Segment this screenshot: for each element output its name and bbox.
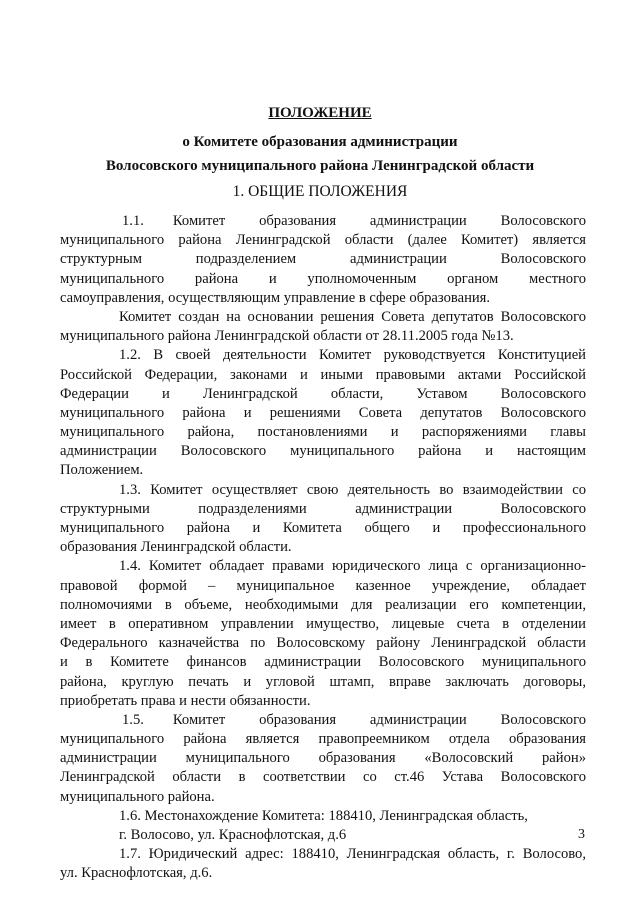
page-number: 3	[578, 827, 585, 842]
body-line: и в Комитете финансов администрации Волосовского муниципального	[60, 654, 586, 671]
body-line: 1.2. В своей деятельности Комитет руководствуется Конституцией	[119, 347, 586, 364]
body-line: структурными подразделениями администрации Волосовского	[60, 500, 586, 517]
document-title: ПОЛОЖЕНИЕ	[268, 105, 372, 121]
document-subtitle-line-1: о Комитете образования администрации	[182, 134, 458, 150]
body-line: Комитет создан на основании решения Совета депутатов Волосовского	[119, 308, 586, 325]
body-line: ул. Краснофлотская, д.6.	[60, 865, 213, 882]
body-line: муниципального района.	[60, 788, 215, 805]
body-line: 1.6. Местонахождение Комитета: 188410, Ленинградская область,	[119, 807, 528, 824]
body-line: 1.4. Комитет обладает правами юридического лица с организационно-	[119, 558, 586, 575]
body-line: г. Волосово, ул. Краснофлотская, д.6	[119, 827, 347, 843]
body-line: 1.1. Комитет образования администрации Волосовского	[122, 213, 586, 229]
body-line: муниципального района Ленинградской области от 28.11.2005 года №13.	[60, 328, 514, 345]
body-line: администрации Волосовского муниципального района и настоящим	[60, 443, 586, 460]
section-heading: 1. ОБЩИЕ ПОЛОЖЕНИЯ	[232, 183, 408, 200]
body-line: муниципального района Ленинградской области (далее Комитет) является	[60, 232, 586, 249]
body-line: имеет в оперативном управлении имущество, лицевые счета в отделении	[60, 615, 586, 632]
body-line: Российской Федерации, законами и иными правовыми актами Российской	[60, 366, 586, 383]
body-line: образования Ленинградской области.	[60, 539, 292, 556]
body-line: полномочиями в объеме, необходимыми для реализации его компетенции,	[60, 596, 586, 613]
body-line: Федерации и Ленинградской области, Уставом Волосовского	[60, 385, 586, 402]
body-line: муниципального района является правопреемником отдела образования	[60, 731, 586, 748]
body-line: правовой формой – муниципальное казенное учреждение, обладает	[60, 577, 586, 594]
body-line: района, круглую печать и угловой штамп, вправе заключать договоры,	[60, 673, 586, 690]
body-line: Ленинградской области в соответствии со ст.46 Устава Волосовского	[60, 769, 586, 786]
body-line: Положением.	[60, 462, 144, 479]
body-line: приобретать права и нести обязанности.	[60, 692, 311, 709]
body-line: муниципального района и Комитета общего и профессионального	[60, 520, 586, 536]
body-line: Федерального казначейства по Волосовскому району Ленинградской области	[60, 635, 586, 652]
body-line: самоуправления, осуществляющим управление в сфере образования.	[60, 289, 491, 306]
body-line: 1.3. Комитет осуществляет свою деятельность во взаимодействии со	[119, 481, 586, 498]
body-line: муниципального района и решениями Совета депутатов Волосовского	[60, 404, 586, 421]
body-line: администрации муниципального образования «Волосовский район»	[60, 750, 586, 767]
body-line: структурным подразделением администрации Волосовского	[60, 251, 586, 268]
body-line: муниципального района и уполномоченным органом местного	[60, 270, 586, 287]
document-body	[60, 212, 586, 884]
document-subtitle-line-2: Волосовского муниципального района Ленинградской области	[105, 158, 535, 174]
body-line: 1.7. Юридический адрес: 188410, Ленинградская область, г. Волосово,	[119, 846, 586, 863]
body-line: 1.5. Комитет образования администрации Волосовского	[122, 711, 586, 728]
body-line: муниципального района, постановлениями и распоряжениями главы	[60, 424, 586, 441]
